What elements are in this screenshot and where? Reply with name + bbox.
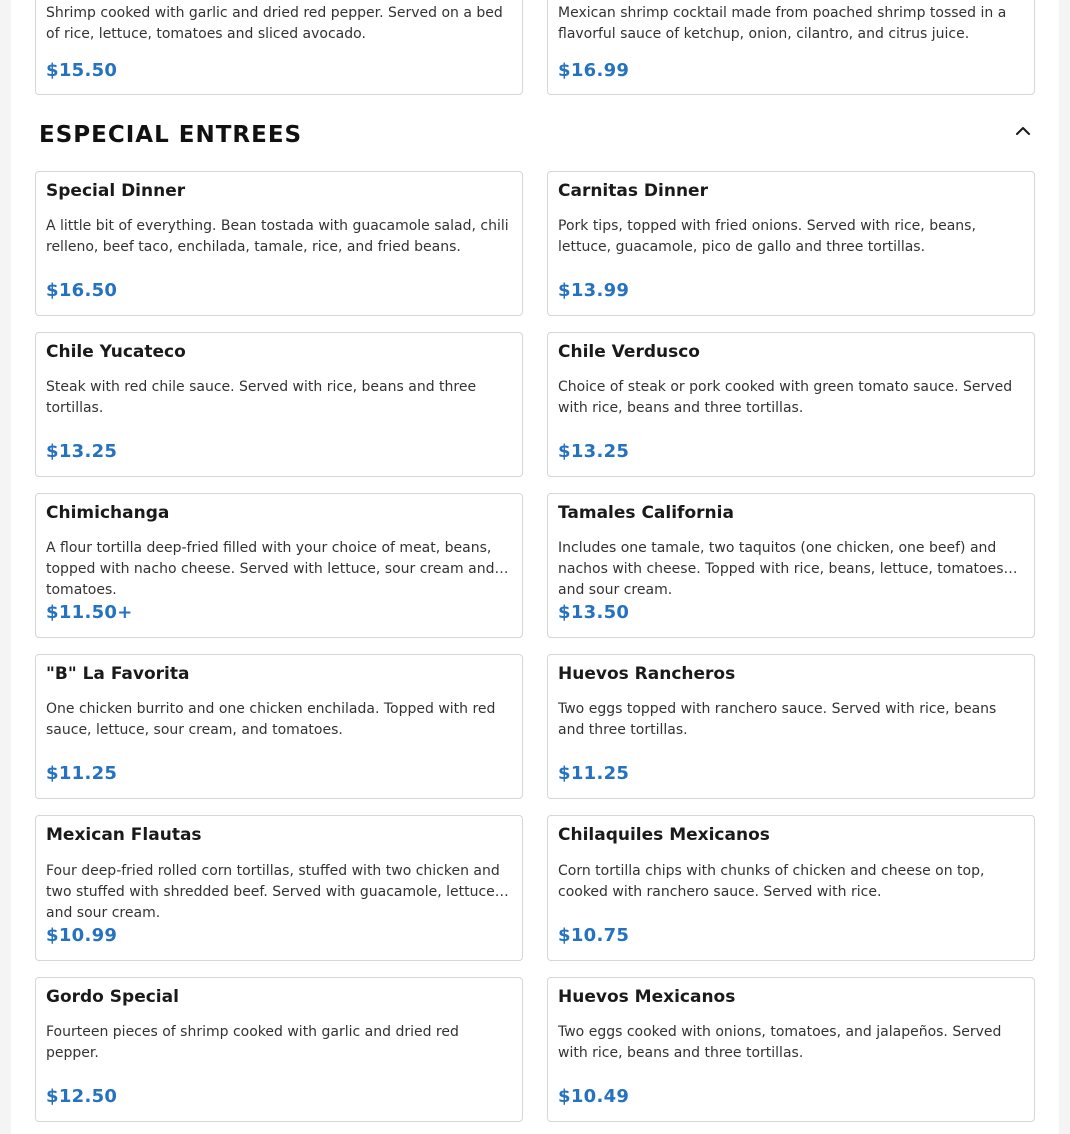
section-title: ESPECIAL ENTREES (39, 122, 303, 148)
menu-item-card[interactable] (35, 654, 523, 799)
menu-item-price: $15.50 (46, 60, 118, 81)
menu-item-name: Special Dinner (46, 181, 186, 201)
menu-item-card[interactable] (547, 171, 1035, 316)
section-header (39, 120, 1035, 152)
menu-item-price: $10.49 (558, 1086, 630, 1107)
menu-item-name: Huevos Rancheros (558, 664, 736, 684)
menu-item-card[interactable] (547, 493, 1035, 638)
menu-item-description: Pork tips, topped with fried onions. Served with rice, beans, lettuce, guacamole, pico de gallo and three tortillas. (558, 218, 976, 255)
menu-item-card[interactable] (35, 332, 523, 477)
chevron-up-icon[interactable] (1011, 120, 1035, 144)
menu-item-description: A flour tortilla deep-fried filled with your choice of meat, beans, topped with nacho cheese. Served with lettuce, sour cream and tomatoes. (46, 540, 495, 598)
menu-item-price: $10.99 (46, 925, 118, 946)
menu-item-card[interactable] (547, 332, 1035, 477)
menu-item-card[interactable] (547, 654, 1035, 799)
menu-item-name: Chile Verdusco (558, 342, 700, 362)
menu-item-name: Mexican Flautas (46, 825, 202, 845)
menu-item-price: $11.50+ (46, 602, 133, 623)
menu-item-description: Two eggs topped with ranchero sauce. Served with rice, beans and three tortillas. (558, 701, 997, 738)
menu-item-name: "B" La Favorita (46, 664, 190, 684)
menu-item-name: Tamales California (558, 503, 734, 523)
menu-item-description: A little bit of everything. Bean tostada with guacamole salad, chili relleno, beef taco, enchilada, tamale, rice, and fried beans. (46, 218, 509, 255)
menu-item-price: $11.25 (558, 763, 630, 784)
menu-item-card[interactable] (35, 815, 523, 961)
menu-item-price: $13.99 (558, 280, 630, 301)
menu-item-card[interactable] (35, 0, 523, 95)
menu-item-description: One chicken burrito and one chicken enchilada. Topped with red sauce, lettuce, sour cream, and tomatoes. (46, 701, 496, 738)
menu-item-price: $13.25 (558, 441, 630, 462)
menu-item-description: Choice of steak or pork cooked with green tomato sauce. Served with rice, beans and three tortillas. (558, 379, 1013, 416)
menu-item-name: Chile Yucateco (46, 342, 186, 362)
menu-item-card[interactable] (547, 977, 1035, 1122)
menu-item-card[interactable] (547, 815, 1035, 961)
menu-item-description: Corn tortilla chips with chunks of chicken and cheese on top, cooked with ranchero sauce. Served with rice. (558, 863, 985, 900)
menu-item-price: $13.25 (46, 441, 118, 462)
menu-item-card[interactable] (547, 0, 1035, 95)
menu-item-card[interactable] (35, 493, 523, 638)
menu-item-price: $13.50 (558, 602, 630, 623)
menu-item-price: $16.50 (46, 280, 118, 301)
menu-item-card[interactable] (35, 977, 523, 1122)
menu-item-price: $11.25 (46, 763, 118, 784)
menu-item-card[interactable] (35, 171, 523, 316)
menu-item-description: Four deep-fried rolled corn tortillas, stuffed with two chicken and two stuffed with shredded beef. Served with guacamole, lettuce and sour cream. (46, 863, 500, 921)
menu-item-name: Chimichanga (46, 503, 170, 523)
menu-item-description: Two eggs cooked with onions, tomatoes, and jalapeños. Served with rice, beans and three tortillas. (558, 1024, 1002, 1061)
menu-item-description: Fourteen pieces of shrimp cooked with garlic and dried red pepper. (46, 1024, 459, 1061)
menu-item-price: $16.99 (558, 60, 630, 81)
menu-item-description: Shrimp cooked with garlic and dried red pepper. Served on a bed of rice, lettuce, tomatoes and sliced avocado. (46, 5, 503, 42)
menu-page (11, 0, 1059, 1134)
menu-item-price: $12.50 (46, 1086, 118, 1107)
menu-item-name: Chilaquiles Mexicanos (558, 825, 770, 845)
menu-item-description: Steak with red chile sauce. Served with rice, beans and three tortillas. (46, 379, 477, 416)
menu-item-name: Gordo Special (46, 987, 179, 1007)
menu-item-description: Includes one tamale, two taquitos (one chicken, one beef) and nachos with cheese. Topped with rice, beans, lettuce, tomatoes and sour cream. (558, 540, 1004, 598)
menu-item-description: Mexican shrimp cocktail made from poached shrimp tossed in a flavorful sauce of ketchup, onion, cilantro, and citrus juice. (558, 5, 1007, 42)
menu-item-price: $10.75 (558, 925, 630, 946)
menu-item-name: Huevos Mexicanos (558, 987, 736, 1007)
menu-item-name: Carnitas Dinner (558, 181, 708, 201)
